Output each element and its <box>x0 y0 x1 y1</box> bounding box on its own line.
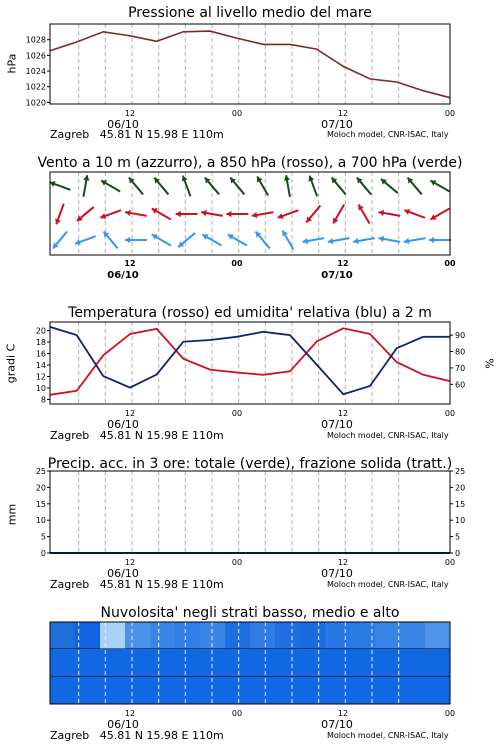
pressure-x-tick-label: 12 <box>124 109 136 118</box>
precip-x-tick-label: 00 <box>444 558 456 567</box>
cloud-x-tick-label: 00 <box>231 709 243 718</box>
cloud-cell-alto <box>425 622 451 649</box>
cloud-cell-medio <box>125 649 151 677</box>
humidity-y-tick-label: 90 <box>455 331 466 341</box>
coords-label: 45.81 N 15.98 E 110m <box>99 429 224 442</box>
cloud-cell-alto <box>250 622 276 649</box>
city-label: Zagreb <box>50 128 90 141</box>
precip-y-tick-label-right: 25 <box>455 467 466 476</box>
temp-y-tick-label: 8 <box>40 395 46 405</box>
model-credit-4: Moloch model, CNR-ISAC, Italy <box>327 580 449 589</box>
temp-x-date-label: 07/10 <box>321 418 353 431</box>
precip-x-tick-label: 12 <box>124 558 136 567</box>
precip-y-tick-label: 5 <box>40 532 46 542</box>
temp-y-tick-label: 14 <box>35 361 46 371</box>
cloud-cell-medio <box>300 649 326 677</box>
precip-y-tick-label: 10 <box>35 516 46 526</box>
precip-x-tick-label: 00 <box>231 558 243 567</box>
temp-x-tick-label: 00 <box>444 409 456 418</box>
cloud-cell-alto <box>50 622 76 649</box>
cloud-cell-medio <box>225 649 251 677</box>
cloud-cell-basso <box>125 677 151 704</box>
cloud-cell-medio <box>200 649 226 677</box>
model-credit-5: Moloch model, CNR-ISAC, Italy <box>327 731 449 740</box>
cloud-cell-alto <box>300 622 326 649</box>
cloud-x-tick-label: 12 <box>337 709 349 718</box>
humidity-y-tick-label: 60 <box>455 380 466 390</box>
wind-x-tick-label: 12 <box>337 259 349 268</box>
humidity-series-line <box>50 327 450 394</box>
coords-label: 45.81 N 15.98 E 110m <box>99 729 224 742</box>
cloud-cell-basso <box>375 677 401 704</box>
wind-chart-title: Vento a 10 m (azzurro), a 850 hPa (rosso), a 700 hPa (verde) <box>37 155 463 171</box>
cloud-cell-alto <box>100 622 126 649</box>
cloud-cell-basso <box>250 677 276 704</box>
precip-y-tick-label-right: 5 <box>455 532 461 542</box>
coords-label: 45.81 N 15.98 E 110m <box>99 128 224 141</box>
cloud-cell-alto <box>175 622 201 649</box>
temp-y-tick-label: 20 <box>35 326 46 336</box>
humidity-y-tick-label: 80 <box>455 347 466 357</box>
pressure-y-tick-label: 1024 <box>25 67 46 77</box>
wind-x-date-label: 06/10 <box>107 270 139 281</box>
wind-arrow-head <box>226 211 231 217</box>
temp-y-tick-label: 16 <box>35 349 46 359</box>
humidity-unit-label: % <box>483 358 497 369</box>
cloud-cell-basso <box>50 677 76 704</box>
temp-y-tick-label: 18 <box>35 338 46 348</box>
precip-y-tick-label-right: 20 <box>455 483 466 493</box>
temp-unit-label: gradi C <box>4 343 18 384</box>
pressure-unit-label: hPa <box>5 53 19 74</box>
precip-unit-label: mm <box>5 503 19 526</box>
precip-y-tick-label-right: 0 <box>455 549 461 558</box>
cloud-cell-medio <box>400 649 426 677</box>
precip-y-tick-label: 25 <box>35 467 46 476</box>
temp-y-tick-label: 12 <box>35 372 46 382</box>
pressure-y-tick-label: 1022 <box>25 82 46 92</box>
cloud-x-tick-label: 12 <box>124 709 136 718</box>
pressure-x-tick-label: 00 <box>231 109 243 118</box>
precip-y-tick-label-right: 10 <box>455 516 466 526</box>
cloud-cell-basso <box>400 677 426 704</box>
temp-x-tick-label: 12 <box>337 409 349 418</box>
cloud-cell-basso <box>200 677 226 704</box>
wind-x-date-label: 07/10 <box>321 270 353 281</box>
pressure-x-date-label: 07/10 <box>321 118 353 131</box>
cloud-x-date-label: 06/10 <box>107 718 139 731</box>
cloud-cell-basso <box>325 677 351 704</box>
precip-y-tick-label-right: 15 <box>455 499 466 509</box>
cloud-cell-basso <box>175 677 201 704</box>
temp-x-date-label: 06/10 <box>107 418 139 431</box>
cloud-cell-medio <box>150 649 176 677</box>
coords-label: 45.81 N 15.98 E 110m <box>99 578 224 591</box>
precip-frame <box>50 471 450 553</box>
cloud-cell-medio <box>325 649 351 677</box>
wind-arrow-head <box>429 237 434 243</box>
cloud-cell-alto <box>150 622 176 649</box>
precip-y-tick-label: 20 <box>35 483 46 493</box>
pressure-y-tick-label: 1028 <box>25 35 46 45</box>
cloud-cell-medio <box>275 649 301 677</box>
temp-y-tick-label: 10 <box>35 383 46 393</box>
cloud-cell-basso <box>300 677 326 704</box>
temp-x-tick-label: 12 <box>124 409 136 418</box>
cloud-cell-basso <box>425 677 451 704</box>
city-label: Zagreb <box>50 578 90 591</box>
cloud-x-date-label: 07/10 <box>321 718 353 731</box>
precip-chart-title: Precip. acc. in 3 ore: totale (verde), frazione solida (tratt.) <box>47 456 453 472</box>
cloud-cell-alto <box>125 622 151 649</box>
cloud-cell-medio <box>50 649 76 677</box>
cloud-cell-basso <box>225 677 251 704</box>
wind-x-tick-label: 00 <box>444 259 456 268</box>
precip-y-tick-label: 0 <box>40 549 46 558</box>
wind-x-tick-label: 00 <box>231 259 243 268</box>
cloud-cell-alto <box>325 622 351 649</box>
pressure-x-tick-label: 00 <box>444 109 456 118</box>
humidity-y-tick-label: 70 <box>455 363 466 373</box>
cloud-cell-basso <box>100 677 126 704</box>
temp-x-tick-label: 00 <box>231 409 243 418</box>
precip-y-tick-label: 15 <box>35 499 46 509</box>
wind-arrow-head <box>176 211 181 217</box>
cloud-chart-title: Nuvolosita' negli strati basso, medio e alto <box>100 605 400 621</box>
cloud-cell-medio <box>250 649 276 677</box>
cloud-cell-medio <box>175 649 201 677</box>
model-credit-1: Moloch model, CNR-ISAC, Italy <box>327 130 449 139</box>
precip-x-date-label: 07/10 <box>321 567 353 580</box>
cloud-cell-alto <box>400 622 426 649</box>
cloud-x-tick-label: 00 <box>444 709 456 718</box>
cloud-cell-medio <box>425 649 451 677</box>
precip-x-tick-label: 12 <box>337 558 349 567</box>
cloud-cell-alto <box>275 622 301 649</box>
cloud-cell-basso <box>275 677 301 704</box>
pressure-chart-title: Pressione al livello medio del mare <box>128 5 372 21</box>
cloud-cell-alto <box>225 622 251 649</box>
cloud-cell-basso <box>150 677 176 704</box>
pressure-x-tick-label: 12 <box>337 109 349 118</box>
precip-x-date-label: 06/10 <box>107 567 139 580</box>
model-credit-3: Moloch model, CNR-ISAC, Italy <box>327 431 449 440</box>
pressure-frame <box>50 24 450 104</box>
cloud-cell-alto <box>200 622 226 649</box>
pressure-y-tick-label: 1020 <box>25 98 46 108</box>
cloud-cell-medio <box>100 649 126 677</box>
pressure-y-tick-label: 1026 <box>25 51 46 61</box>
city-label: Zagreb <box>50 729 90 742</box>
wind-x-tick-label: 12 <box>124 259 136 268</box>
temp-chart-title: Temperatura (rosso) ed umidita' relativa (blu) a 2 m <box>68 305 432 321</box>
city-label: Zagreb <box>50 429 90 442</box>
pressure-x-date-label: 06/10 <box>107 118 139 131</box>
cloud-cell-medio <box>375 649 401 677</box>
wind-arrow-head <box>125 237 130 243</box>
cloud-cell-alto <box>375 622 401 649</box>
pressure-series-line <box>50 31 450 98</box>
temperature-series-line <box>50 328 450 395</box>
